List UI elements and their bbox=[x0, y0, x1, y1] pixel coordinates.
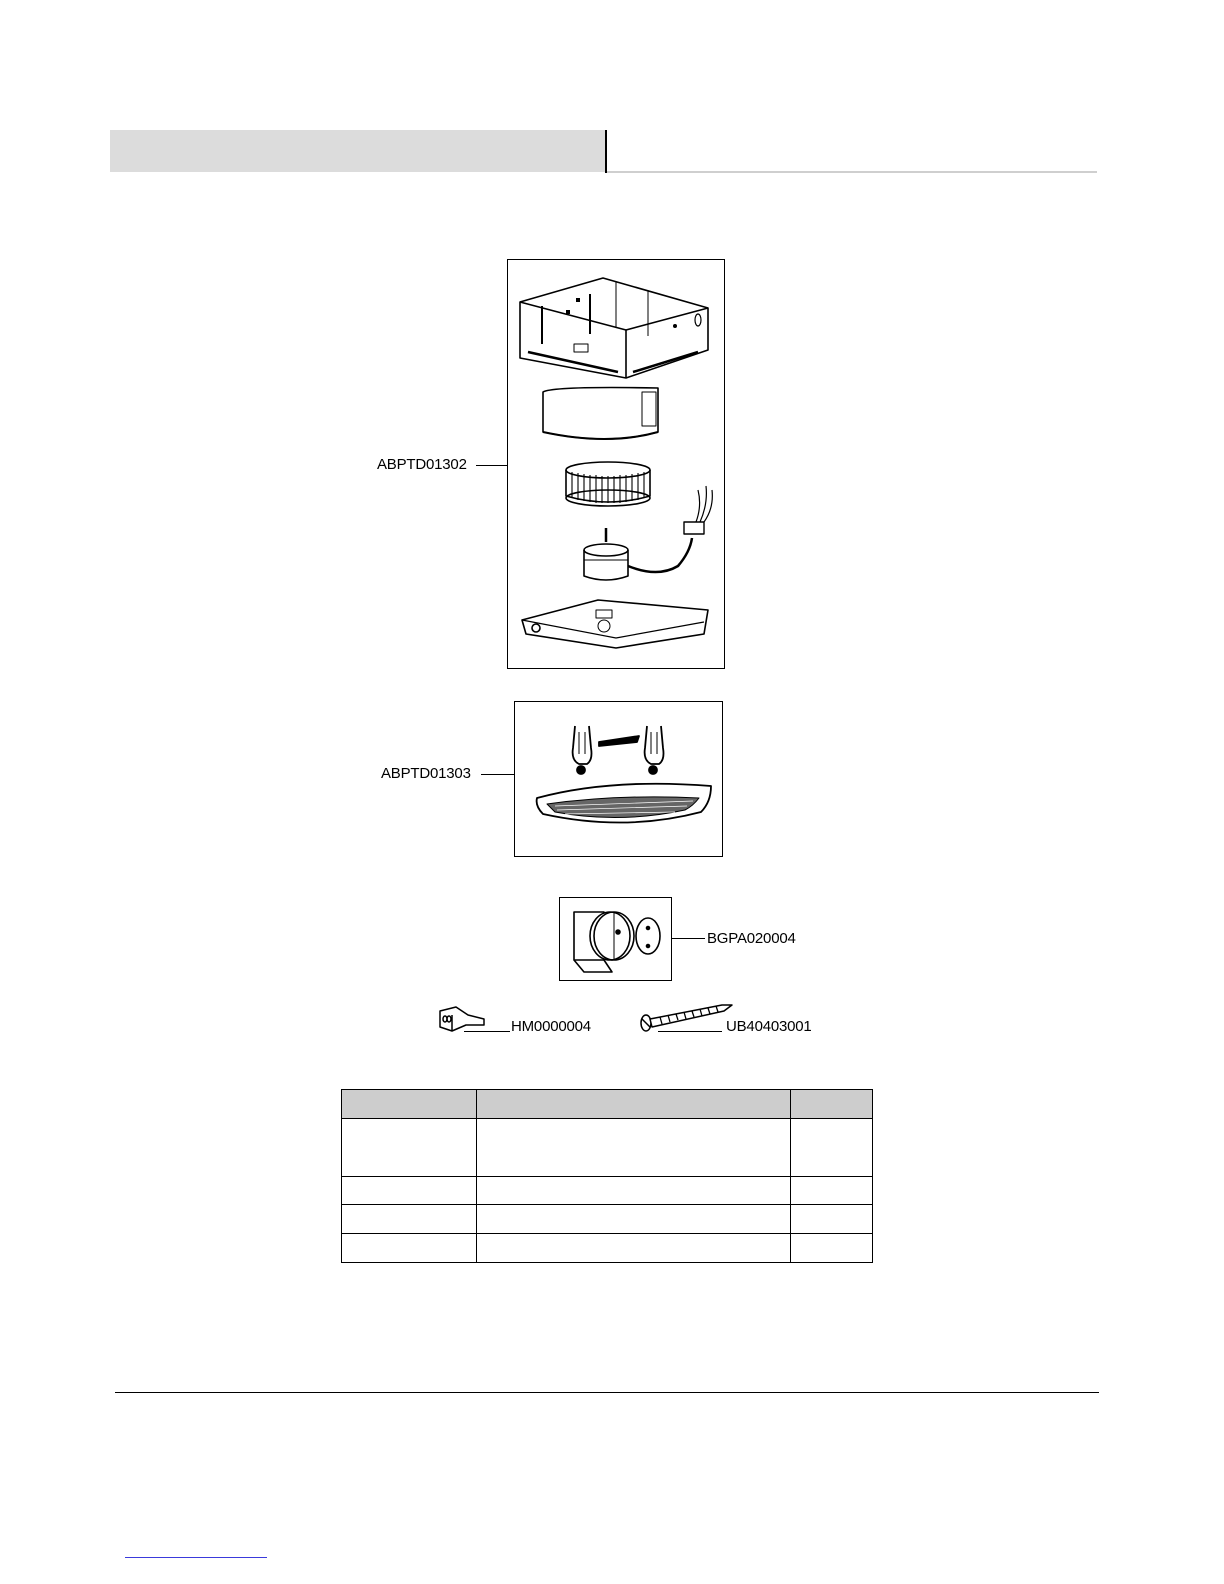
parts-table bbox=[341, 1089, 873, 1263]
table-cell bbox=[791, 1119, 873, 1177]
leader-line bbox=[476, 465, 507, 466]
table-row bbox=[342, 1119, 873, 1177]
housing-motor-drawing bbox=[508, 260, 724, 668]
table-cell bbox=[477, 1177, 791, 1205]
part-label-abptd01303: ABPTD01303 bbox=[381, 765, 471, 782]
table-cell bbox=[477, 1119, 791, 1177]
table-cell bbox=[342, 1177, 477, 1205]
table-row bbox=[342, 1205, 873, 1234]
duct-connector-drawing bbox=[560, 898, 671, 980]
part-label-hm0000004: HM0000004 bbox=[511, 1018, 591, 1035]
header-divider bbox=[605, 130, 607, 173]
table-cell bbox=[342, 1119, 477, 1177]
part-label-abptd01302: ABPTD01302 bbox=[377, 456, 467, 473]
footer-rule bbox=[115, 1392, 1099, 1393]
table-row bbox=[342, 1234, 873, 1263]
housing-assembly-illustration bbox=[507, 259, 725, 669]
part-label-ub40403001: UB40403001 bbox=[726, 1018, 812, 1035]
leader-line bbox=[658, 1031, 722, 1032]
table-header-row bbox=[342, 1090, 873, 1119]
column-header bbox=[342, 1090, 477, 1119]
part-label-bgpa020004: BGPA020004 bbox=[707, 930, 796, 947]
table-cell bbox=[477, 1234, 791, 1263]
screw-icon bbox=[638, 1003, 734, 1033]
table-row bbox=[342, 1177, 873, 1205]
table-cell bbox=[477, 1205, 791, 1234]
duct-connector-illustration bbox=[559, 897, 672, 981]
grille-assembly-illustration bbox=[514, 701, 723, 857]
table-cell bbox=[791, 1177, 873, 1205]
column-header bbox=[477, 1090, 791, 1119]
section-header-bar bbox=[110, 130, 606, 172]
table-cell bbox=[791, 1234, 873, 1263]
table-cell bbox=[342, 1205, 477, 1234]
leader-line bbox=[481, 774, 514, 775]
leader-line bbox=[464, 1031, 510, 1032]
table-cell bbox=[791, 1205, 873, 1234]
header-rule bbox=[607, 171, 1097, 173]
footer-link-underline[interactable] bbox=[125, 1557, 267, 1558]
table-cell bbox=[342, 1234, 477, 1263]
leader-line bbox=[671, 938, 705, 939]
grille-drawing bbox=[515, 702, 722, 856]
column-header bbox=[791, 1090, 873, 1119]
